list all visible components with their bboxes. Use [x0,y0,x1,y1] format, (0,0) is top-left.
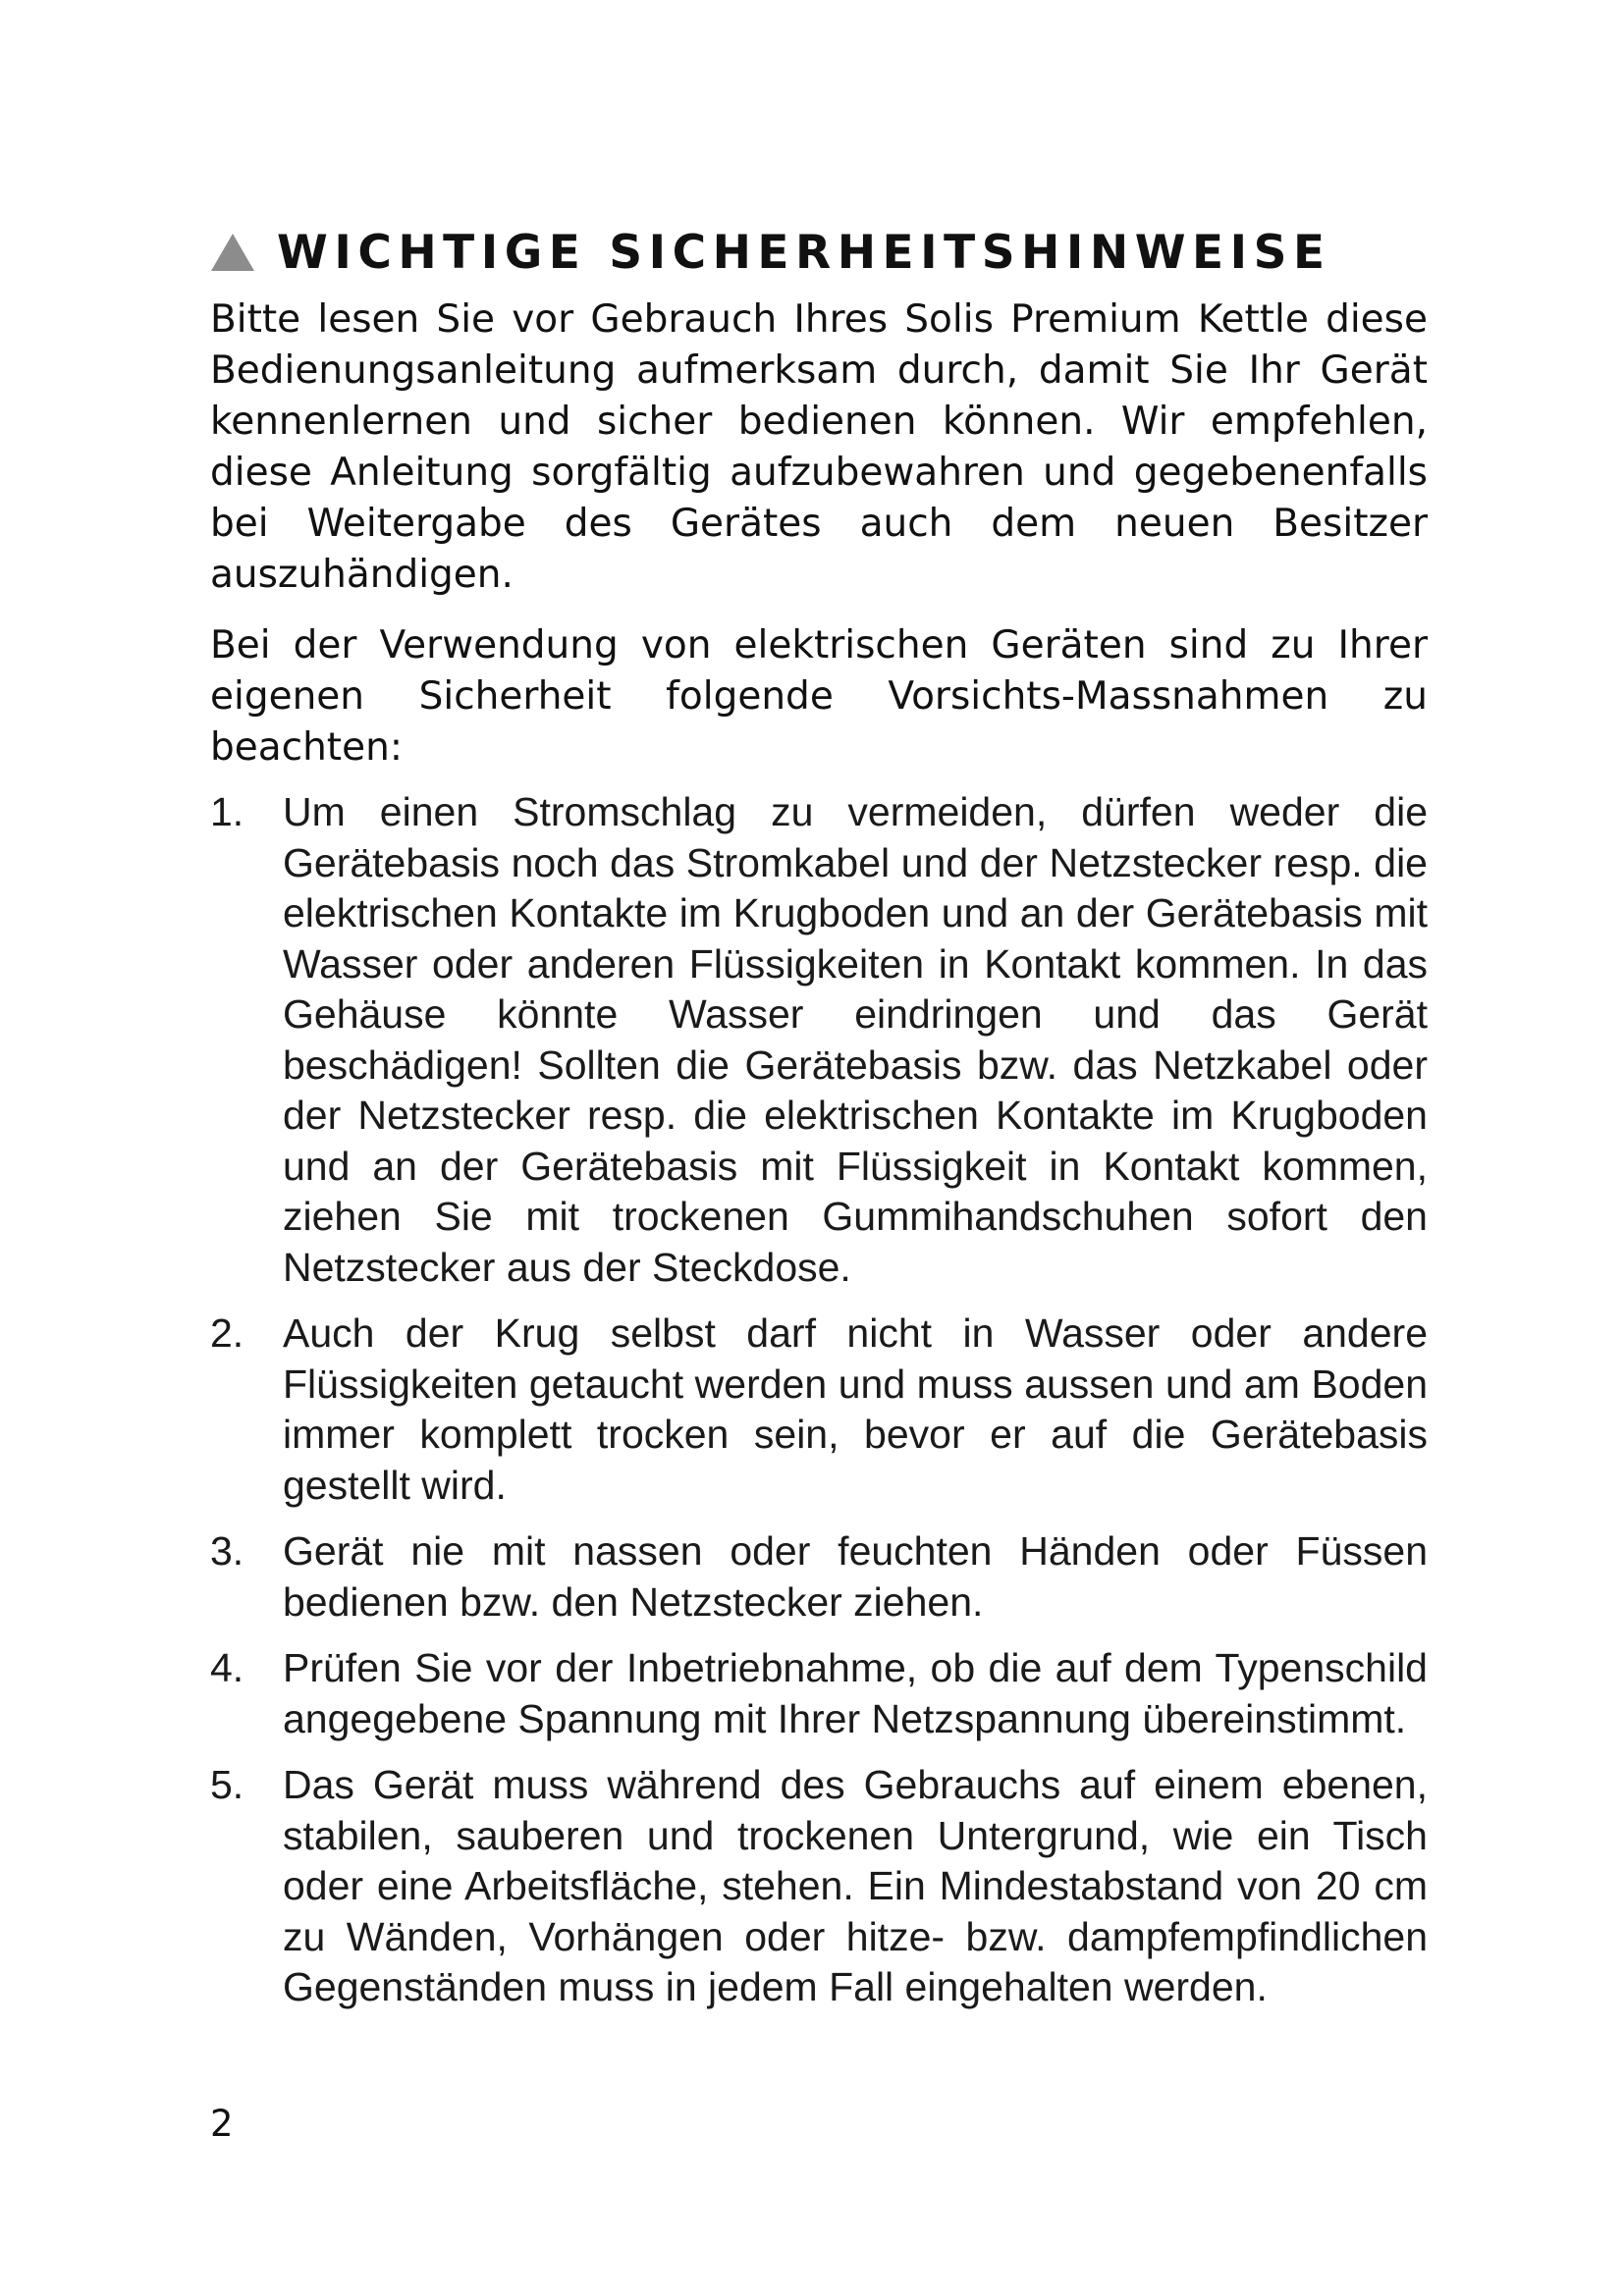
list-item-number: 5. [210,1762,244,1807]
list-item-text: Gerät nie mit nassen oder feuchten Händen oder Füssen bedienen bzw. den Netzstecker ziehen. [283,1528,1428,1625]
section-title: WICHTIGE SICHERHEITSHINWEISE [277,225,1331,280]
list-item [210,1308,1428,1511]
warning-triangle-icon [210,233,255,272]
list-item-number: 1. [210,789,244,834]
list-item [210,787,1428,1293]
list-item-text: Das Gerät muss während des Gebrauchs auf einem ebenen, stabilen, sauberen und trockenen Untergrund, wie ein Tisch oder eine Arbeitsfläche, stehen. Ein Mindestabstand von 20 cm zu Wänden, Vorhängen oder hitze- bzw. dampfempfindlichen Gegenständen muss in jedem Fall eingehalten werden. [283,1762,1428,2009]
list-item-number: 3. [210,1528,244,1574]
precautions-intro-paragraph: Bei der Verwendung von elektrischen Geräten sind zu Ihrer eigenen Sicherheit folgende Vorsichts-Massnahmen zu beachten: [210,623,1428,770]
list-item-text: Um einen Stromschlag zu vermeiden, dürfen weder die Gerätebasis noch das Stromkabel und der Netzstecker resp. die elektrischen Kontakte im Krugboden und an der Gerätebasis mit Wasser oder anderen Flüssigkeiten in Kontakt kommen. In das Gehäuse könnte Wasser eindringen und das Gerät beschädigen! Sollten die Gerätebasis bzw. das Netzkabel oder der Netzstecker resp. die elektrischen Kontakte im Krugboden und an der Gerätebasis mit Flüssigkeit in Kontakt kommen, ziehen Sie mit trockenen Gummihandschuhen sofort den Netzstecker aus der Steckdose. [283,789,1428,1290]
list-item-number: 4. [210,1645,244,1690]
section-heading [210,218,1428,287]
list-item-number: 2. [210,1310,244,1356]
safety-instructions-list [210,787,1428,2013]
list-item-text: Prüfen Sie vor der Inbetriebnahme, ob die auf dem Typenschild angegebene Spannung mit Ihrer Netzspannung übereinstimmt. [283,1645,1428,1741]
list-item [210,1760,1428,2013]
intro-paragraph: Bitte lesen Sie vor Gebrauch Ihres Solis Premium Kettle diese Bedienungsanleitung aufmerksam durch, damit Sie Ihr Gerät kennenlernen und sicher bedienen können. Wir empfehlen, diese Anleitung sorgfältig aufzubewahren und gegebenenfalls bei Weitergabe des Gerätes auch dem neuen Besitzer auszuhändigen. [210,297,1428,597]
document-page [210,218,1428,2029]
page-number: 2 [210,2103,234,2145]
list-item-text: Auch der Krug selbst darf nicht in Wasser oder andere Flüssigkeiten getaucht werden und muss aussen und am Boden immer komplett trocken sein, bevor er auf die Gerätebasis gestellt wird. [283,1310,1428,1508]
list-item [210,1643,1428,1744]
list-item [210,1526,1428,1628]
